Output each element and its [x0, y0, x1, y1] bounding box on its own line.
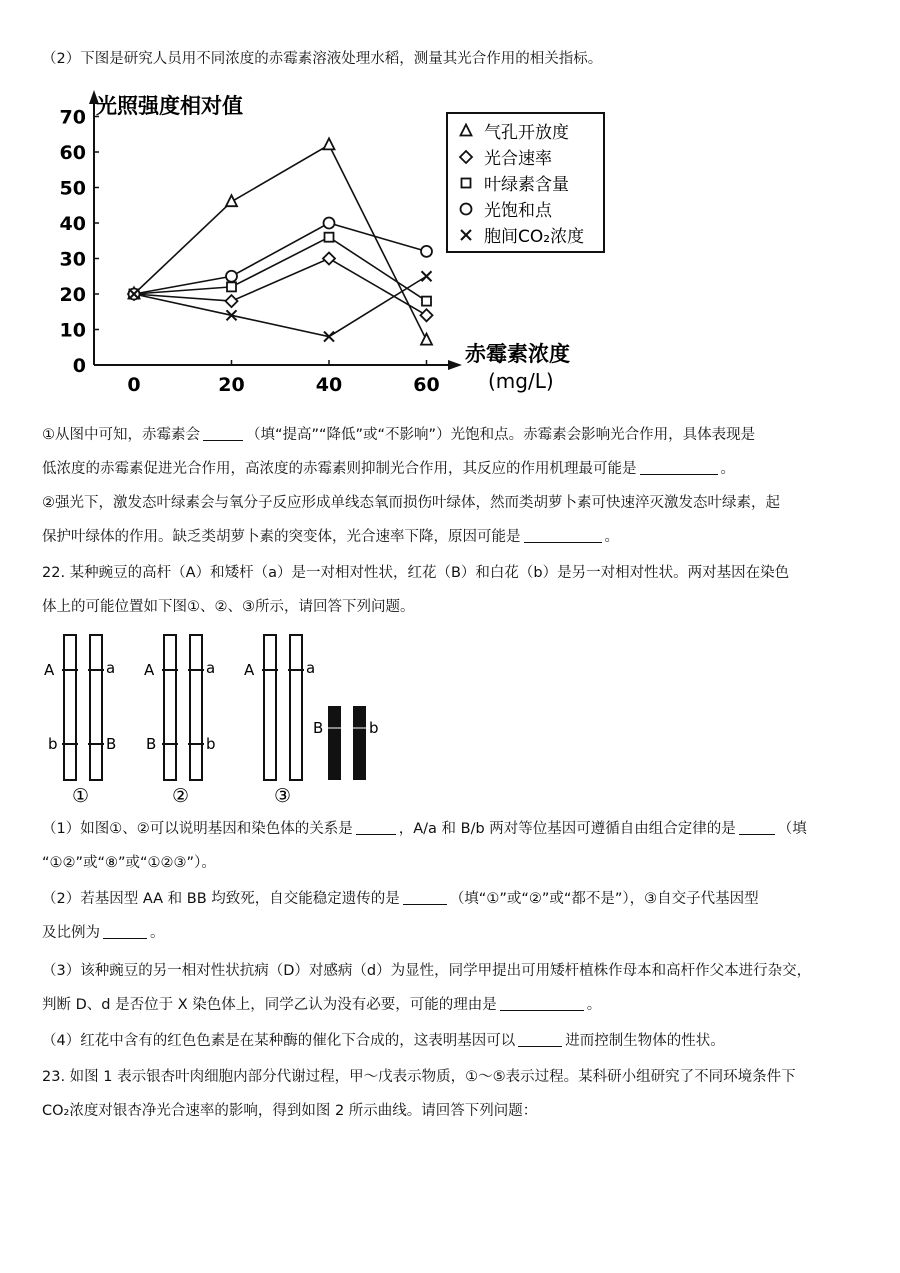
data-point [323, 253, 335, 265]
data-point [421, 246, 432, 257]
x-tick-label: 20 [218, 374, 245, 396]
q22-1-line2: “①②”或“⑧”或“①②③”）。 [42, 855, 216, 871]
answer-blank[interactable] [403, 888, 447, 905]
legend-label: 气孔开放度 [484, 123, 569, 143]
q22-1-line1: （1）如图①、②可以说明基因和染色体的关系是 ，A/a 和 B/b 两对等位基因可遵循自由组合定律的是 （填 [42, 812, 862, 846]
legend-marker [461, 204, 472, 215]
chromosome-panel-3 [244, 635, 379, 807]
series-line [134, 259, 427, 316]
answer-blank[interactable] [518, 1030, 562, 1047]
data-point [227, 282, 236, 291]
panel-label: ① [72, 785, 90, 807]
q22-3-line2: 判断 D、d 是否位于 X 染色体上，同学乙认为没有必要，可能的理由是 。 [42, 988, 862, 1022]
y-tick-label: 70 [59, 106, 86, 129]
y-tick-label: 20 [59, 284, 86, 306]
data-point [421, 309, 433, 321]
legend-marker [462, 179, 471, 188]
q23-stem-line1: 23. 如图 1 表示银杏叶肉细胞内部分代谢过程，甲～戊表示物质，①～⑤表示过程。某科研小组研究了不同环境条件下 [42, 1069, 796, 1085]
q21-intro: （2）下图是研究人员用不同浓度的赤霉素溶液处理水稻，测量其光合作用的相关指标。 [42, 51, 603, 67]
y-tick-label: 0 [72, 355, 86, 377]
q23-stem-line2: CO₂浓度对银杏净光合速率的影响，得到如图 2 所示曲线。请回答下列问题： [42, 1103, 538, 1119]
x-tick-label: 60 [413, 374, 440, 396]
chromosome-panel-2 [144, 635, 216, 807]
data-point [226, 295, 238, 307]
legend-label: 光合速率 [484, 149, 552, 169]
gene-label: A [44, 661, 55, 679]
series-line [134, 145, 427, 340]
gene-label: B [146, 735, 157, 753]
gene-label: A [144, 661, 155, 679]
answer-blank[interactable] [356, 818, 396, 835]
y-tick-label: 50 [59, 177, 86, 200]
gene-label: b [206, 735, 216, 753]
line-chart [40, 80, 620, 402]
q22-stem-line2: 体上的可能位置如下图①、②、③所示，请回答下列问题。 [42, 599, 415, 615]
gene-label: a [106, 659, 116, 677]
y-tick-label: 30 [59, 248, 86, 271]
legend-label: 光饱和点 [484, 201, 552, 221]
chromosome-panel-1 [44, 635, 116, 807]
chart-legend [447, 113, 604, 252]
q22-stem-line1: 22. 某种豌豆的高杆（A）和矮杆（a）是一对相对性状，红花（B）和白花（b）是另一对相对性状。两对基因在染色 [42, 565, 790, 581]
q21-sub1-line1: ①从图中可知，赤霉素会 （填“提高”“降低”或“不影响”）光饱和点。赤霉素会影响光合作用，具体表现是 [42, 418, 862, 452]
data-point [325, 233, 334, 242]
gene-label: B [313, 719, 324, 737]
q21-sub2-line1: ②强光下，激发态叶绿素会与氧分子反应形成单线态氧而损伤叶绿体，然而类胡萝卜素可快速淬灭激发态叶绿素，起 [42, 495, 780, 511]
answer-blank[interactable] [640, 458, 718, 475]
answer-blank[interactable] [524, 526, 602, 543]
x-axis-unit: (mg/L) [488, 369, 554, 393]
chromosome-figure [36, 628, 396, 808]
gene-label: B [106, 735, 117, 753]
y-axis-label: 光照强度相对值 [96, 94, 243, 118]
x-axis-label: 赤霉素浓度 [465, 342, 570, 366]
y-tick-label: 40 [59, 213, 86, 235]
gene-label: A [244, 661, 255, 679]
data-point [226, 195, 237, 206]
x-tick-label: 0 [127, 374, 141, 396]
panel-label: ③ [274, 785, 292, 807]
panel-label: ② [172, 785, 190, 807]
chart-axes [89, 90, 462, 370]
q22-3-line1: （3）该种豌豆的另一相对性状抗病（D）对感病（d）为显性，同学甲提出可用矮杆植株作母本和高杆作父本进行杂交， [42, 963, 812, 979]
q21-sub1-line2: 低浓度的赤霉素促进光合作用，高浓度的赤霉素则抑制光合作用，其反应的作用机理最可能是 。 [42, 452, 862, 486]
q22-2-line1: （2）若基因型 AA 和 BB 均致死，自交能稳定遗传的是 （填“①”或“②”或“都不是”），③自交子代基因型 [42, 882, 862, 916]
gene-label: a [306, 659, 316, 677]
answer-blank[interactable] [203, 424, 243, 441]
answer-blank[interactable] [500, 994, 584, 1011]
legend-label: 叶绿素含量 [484, 175, 569, 195]
answer-blank[interactable] [739, 818, 775, 835]
answer-blank[interactable] [103, 922, 147, 939]
legend-label: 胞间CO₂浓度 [484, 227, 585, 247]
series-line [134, 223, 427, 294]
y-tick-label: 10 [59, 319, 86, 342]
data-point [422, 297, 431, 306]
x-tick-label: 40 [315, 374, 343, 396]
data-point [324, 218, 335, 229]
data-point [421, 334, 432, 345]
data-point [324, 138, 335, 149]
y-tick-label: 60 [59, 142, 86, 164]
gene-label: a [206, 659, 216, 677]
data-point [226, 271, 237, 282]
q21-sub2-line2: 保护叶绿体的作用。缺乏类胡萝卜素的突变体，光合速率下降，原因可能是 。 [42, 520, 862, 554]
gene-label: b [369, 719, 379, 737]
series-line [134, 237, 427, 301]
q22-4-line: （4）红花中含有的红色色素是在某种酶的催化下合成的，这表明基因可以 进而控制生物体的性状。 [42, 1024, 862, 1058]
q22-2-line2: 及比例为 。 [42, 916, 862, 950]
data-point [422, 271, 432, 281]
gene-label: b [48, 735, 58, 753]
